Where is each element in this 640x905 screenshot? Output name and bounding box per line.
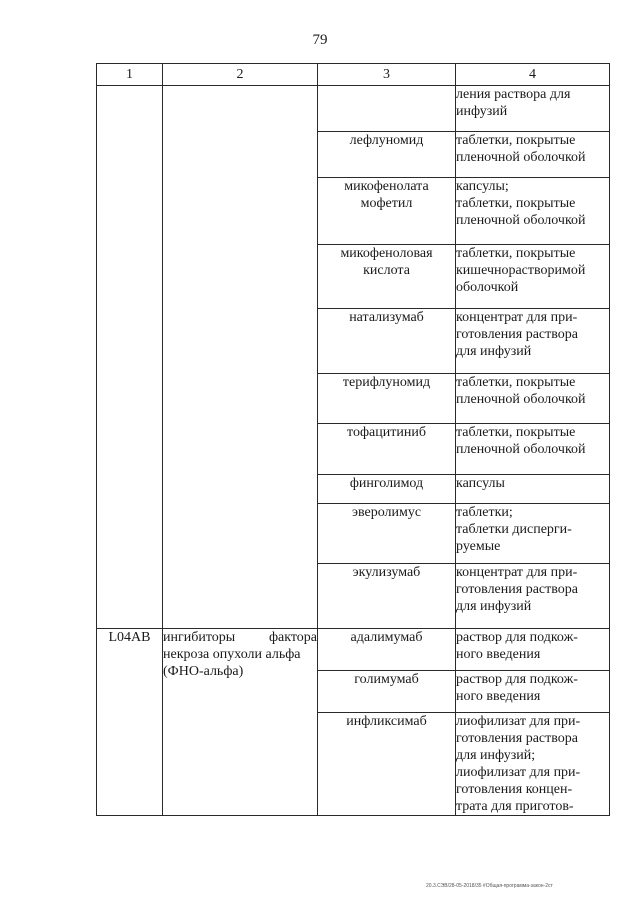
pharmacological-group-cell bbox=[163, 629, 318, 816]
dosage-form-text: пленочной оболочкой bbox=[456, 150, 586, 165]
column-header: 3 bbox=[318, 64, 456, 86]
drug-name-text: терифлуномид bbox=[342, 375, 431, 390]
drug-name-cell bbox=[318, 374, 456, 424]
drug-name-text: эверолимус bbox=[351, 505, 422, 520]
drug-name-text: тофацитиниб bbox=[347, 425, 426, 440]
drug-name-text: кислота bbox=[363, 263, 410, 278]
footer-stamp: 20.3.СЭВ/28-05-2018/35 #Общая-программа-закон-2ст bbox=[426, 883, 553, 889]
table-body bbox=[97, 86, 610, 816]
column-header: 2 bbox=[163, 64, 318, 86]
dosage-form-cell bbox=[456, 713, 610, 816]
drug-name-text: экулизумаб bbox=[352, 565, 421, 580]
dosage-form-cell bbox=[456, 504, 610, 564]
dosage-form-text: капсулы bbox=[456, 476, 505, 491]
page-number: 79 bbox=[312, 32, 328, 48]
dosage-form-text: лиофилизат для при- bbox=[456, 714, 581, 729]
column-header: 1 bbox=[97, 64, 163, 86]
dosage-form-cell bbox=[456, 629, 610, 671]
table-row bbox=[97, 86, 610, 132]
dosage-form-text: раствор для подкож- bbox=[456, 672, 578, 687]
drug-name-text: микофенолата bbox=[344, 179, 429, 194]
drug-name-text: финголимод bbox=[349, 476, 424, 491]
drug-name-cell bbox=[318, 178, 456, 245]
dosage-form-text: раствор для подкож- bbox=[456, 630, 578, 645]
group-text: фактора bbox=[268, 630, 317, 645]
table-header-row bbox=[97, 64, 610, 86]
dosage-form-text: таблетки, покрытые bbox=[456, 246, 576, 261]
atc-code-cell: L04AB bbox=[97, 629, 163, 816]
dosage-form-cell bbox=[456, 424, 610, 475]
dosage-form-text: пленочной оболочкой bbox=[456, 442, 586, 457]
dosage-form-text: для инфузий; bbox=[456, 748, 536, 763]
table-row bbox=[97, 629, 610, 671]
drug-name-cell bbox=[318, 504, 456, 564]
dosage-form-text: готовления раствора bbox=[456, 731, 578, 746]
dosage-form-cell bbox=[456, 475, 610, 504]
dosage-form-cell bbox=[456, 374, 610, 424]
group-text: (ФНО-альфа) bbox=[163, 664, 244, 679]
drug-name-text: инфликсимаб bbox=[346, 714, 427, 729]
drug-name-cell bbox=[318, 629, 456, 671]
dosage-form-text: готовления концен- bbox=[456, 782, 573, 797]
drug-name-cell bbox=[318, 424, 456, 475]
column-header: 4 bbox=[456, 64, 610, 86]
dosage-form-text: концентрат для при- bbox=[456, 310, 578, 325]
dosage-form-cell bbox=[456, 671, 610, 713]
drug-name-text: голимумаб bbox=[354, 672, 419, 687]
dosage-form-text: ления раствора для bbox=[456, 87, 571, 102]
drug-name-cell bbox=[318, 671, 456, 713]
dosage-form-text: пленочной оболочкой bbox=[456, 392, 586, 407]
dosage-form-text: таблетки, покрытые bbox=[456, 425, 576, 440]
dosage-form-text: инфузий bbox=[456, 104, 508, 119]
dosage-form-cell bbox=[456, 178, 610, 245]
group-line bbox=[163, 663, 317, 680]
drug-name-text: адалимумаб bbox=[350, 630, 423, 645]
dosage-form-cell bbox=[456, 245, 610, 309]
dosage-form-text: таблетки, покрытые bbox=[456, 196, 576, 211]
drug-name-cell bbox=[318, 245, 456, 309]
dosage-form-text: лиофилизат для при- bbox=[456, 765, 581, 780]
drug-name-text: лефлуномид bbox=[349, 133, 424, 148]
dosage-form-cell bbox=[456, 309, 610, 374]
pharmacological-group-cell bbox=[163, 86, 318, 629]
dosage-form-text: руемые bbox=[456, 539, 501, 554]
group-text: ингибиторы bbox=[163, 630, 236, 645]
drug-name-cell bbox=[318, 86, 456, 132]
drug-name-cell bbox=[318, 475, 456, 504]
drug-name-text: мофетил bbox=[360, 196, 413, 211]
drug-name-cell bbox=[318, 132, 456, 178]
dosage-form-text: капсулы; bbox=[456, 179, 509, 194]
drug-table bbox=[96, 63, 610, 816]
drug-name-text: натализумаб bbox=[349, 310, 424, 325]
dosage-form-text: готовления раствора bbox=[456, 327, 578, 342]
drug-name-cell bbox=[318, 713, 456, 816]
dosage-form-text: концентрат для при- bbox=[456, 565, 578, 580]
group-line bbox=[163, 629, 317, 646]
dosage-form-text: оболочкой bbox=[456, 280, 519, 295]
dosage-form-text: для инфузий bbox=[456, 599, 532, 614]
dosage-form-text: для инфузий bbox=[456, 344, 532, 359]
dosage-form-cell bbox=[456, 86, 610, 132]
dosage-form-text: кишечнорастворимой bbox=[456, 263, 586, 278]
dosage-form-text: таблетки, покрытые bbox=[456, 375, 576, 390]
dosage-form-cell bbox=[456, 564, 610, 629]
group-line bbox=[163, 646, 317, 663]
atc-code-cell bbox=[97, 86, 163, 629]
dosage-form-text: ного введения bbox=[456, 647, 541, 662]
dosage-form-text: таблетки дисперги- bbox=[456, 522, 572, 537]
dosage-form-text: трата для приготов- bbox=[456, 799, 574, 814]
dosage-form-text: ного введения bbox=[456, 689, 541, 704]
dosage-form-cell bbox=[456, 132, 610, 178]
drug-name-text: микофеноловая bbox=[340, 246, 433, 261]
dosage-form-text: таблетки; bbox=[456, 505, 513, 520]
dosage-form-text: пленочной оболочкой bbox=[456, 213, 586, 228]
drug-name-cell bbox=[318, 309, 456, 374]
group-text: некроза опухоли альфа bbox=[163, 647, 301, 662]
drug-name-cell bbox=[318, 564, 456, 629]
dosage-form-text: таблетки, покрытые bbox=[456, 133, 576, 148]
dosage-form-text: готовления раствора bbox=[456, 582, 578, 597]
